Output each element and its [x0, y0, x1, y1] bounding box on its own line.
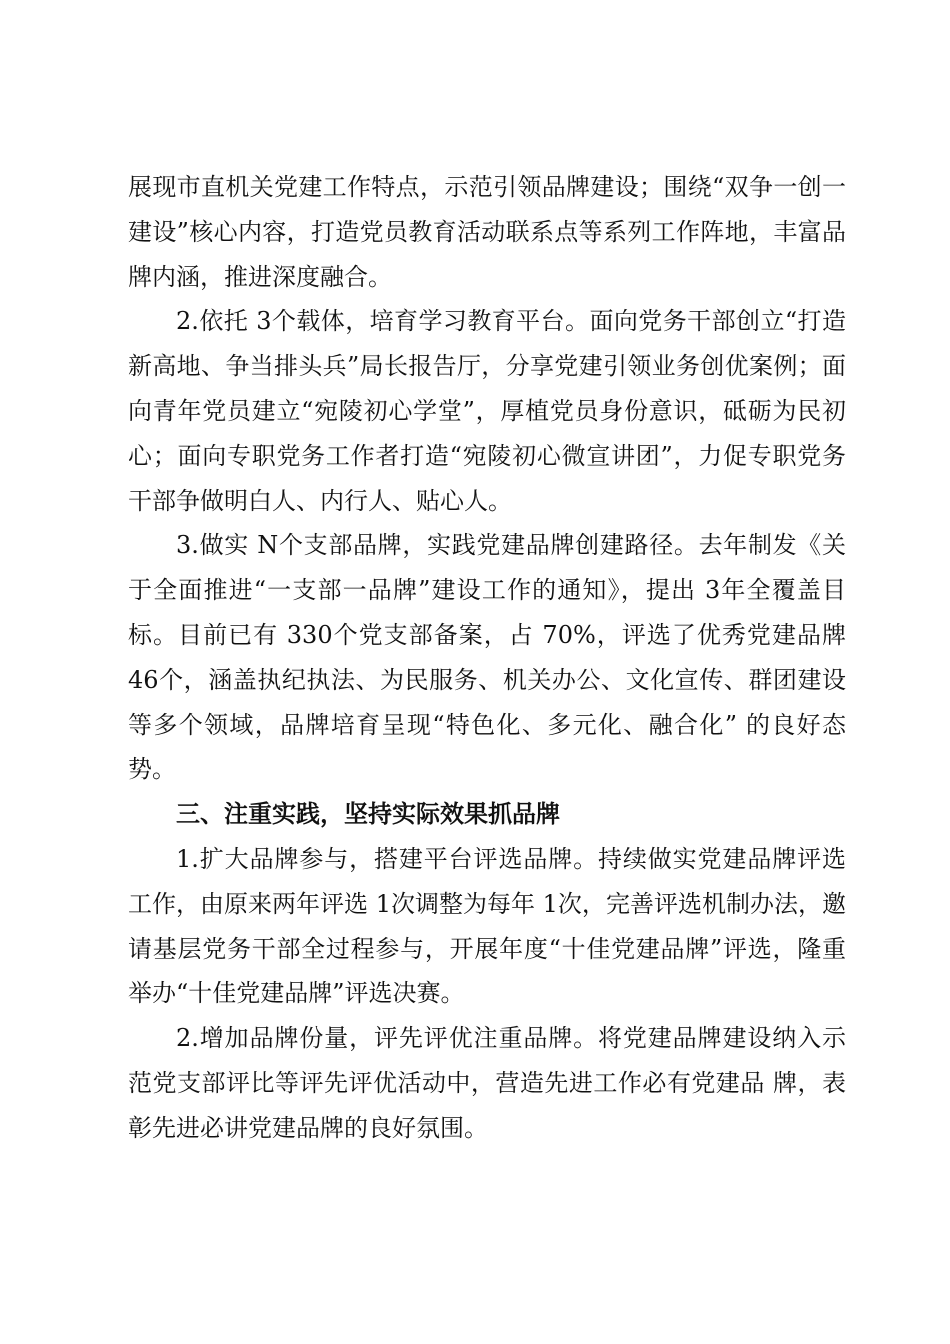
paragraph-item-3-branch-brand: 3.做实 N个支部品牌，实践党建品牌创建路径。去年制发《关于全面推进“一支部一品牌”建设工作的通知》，提出 3年全覆盖目标。目前已有 330个党支部备案，占 70%，评选了优秀党建品牌46个，涵盖执纪执法、为民服务、机关办公、文化宣传、群团建设等多个领域，品牌培育呈现“特色化、多元化、融合化” 的良好态势。: [128, 531, 846, 784]
section-heading: 三、注重实践，坚持实际效果抓品牌: [176, 800, 560, 829]
document-body: [128, 165, 846, 1151]
paragraph-item-2-brand-weight: 2.增加品牌份量，评先评优注重品牌。将党建品牌建设纳入示范党支部评比等评先评优活动中，营造先进工作必有党建品 牌，表彰先进必讲党建品牌的良好氛围。: [128, 1024, 846, 1142]
paragraph-item-1-brand-selection: 1.扩大品牌参与，搭建平台评选品牌。持续做实党建品牌评选工作，由原来两年评选 1次调整为每年 1次，完善评选机制办法，邀请基层党务干部全过程参与，开展年度“十佳党建品牌”评选，隆重举办“十佳党建品牌”评选决赛。: [128, 844, 846, 1008]
paragraph-continuation: 展现市直机关党建工作特点，示范引领品牌建设；围绕“双争一创一建设”核心内容，打造党员教育活动联系点等系列工作阵地，丰富品牌内涵，推进深度融合。: [128, 173, 846, 291]
paragraph-item-2-platform: 2.依托 3个载体，培育学习教育平台。面向党务干部创立“打造新高地、争当排头兵”局长报告厅，分享党建引领业务创优案例；面向青年党员建立“宛陵初心学堂”，厚植党员身份意识，砥砺为民初心；面向专职党务工作者打造“宛陵初心微宣讲团”，力促专职党务干部争做明白人、内行人、贴心人。: [128, 307, 846, 515]
